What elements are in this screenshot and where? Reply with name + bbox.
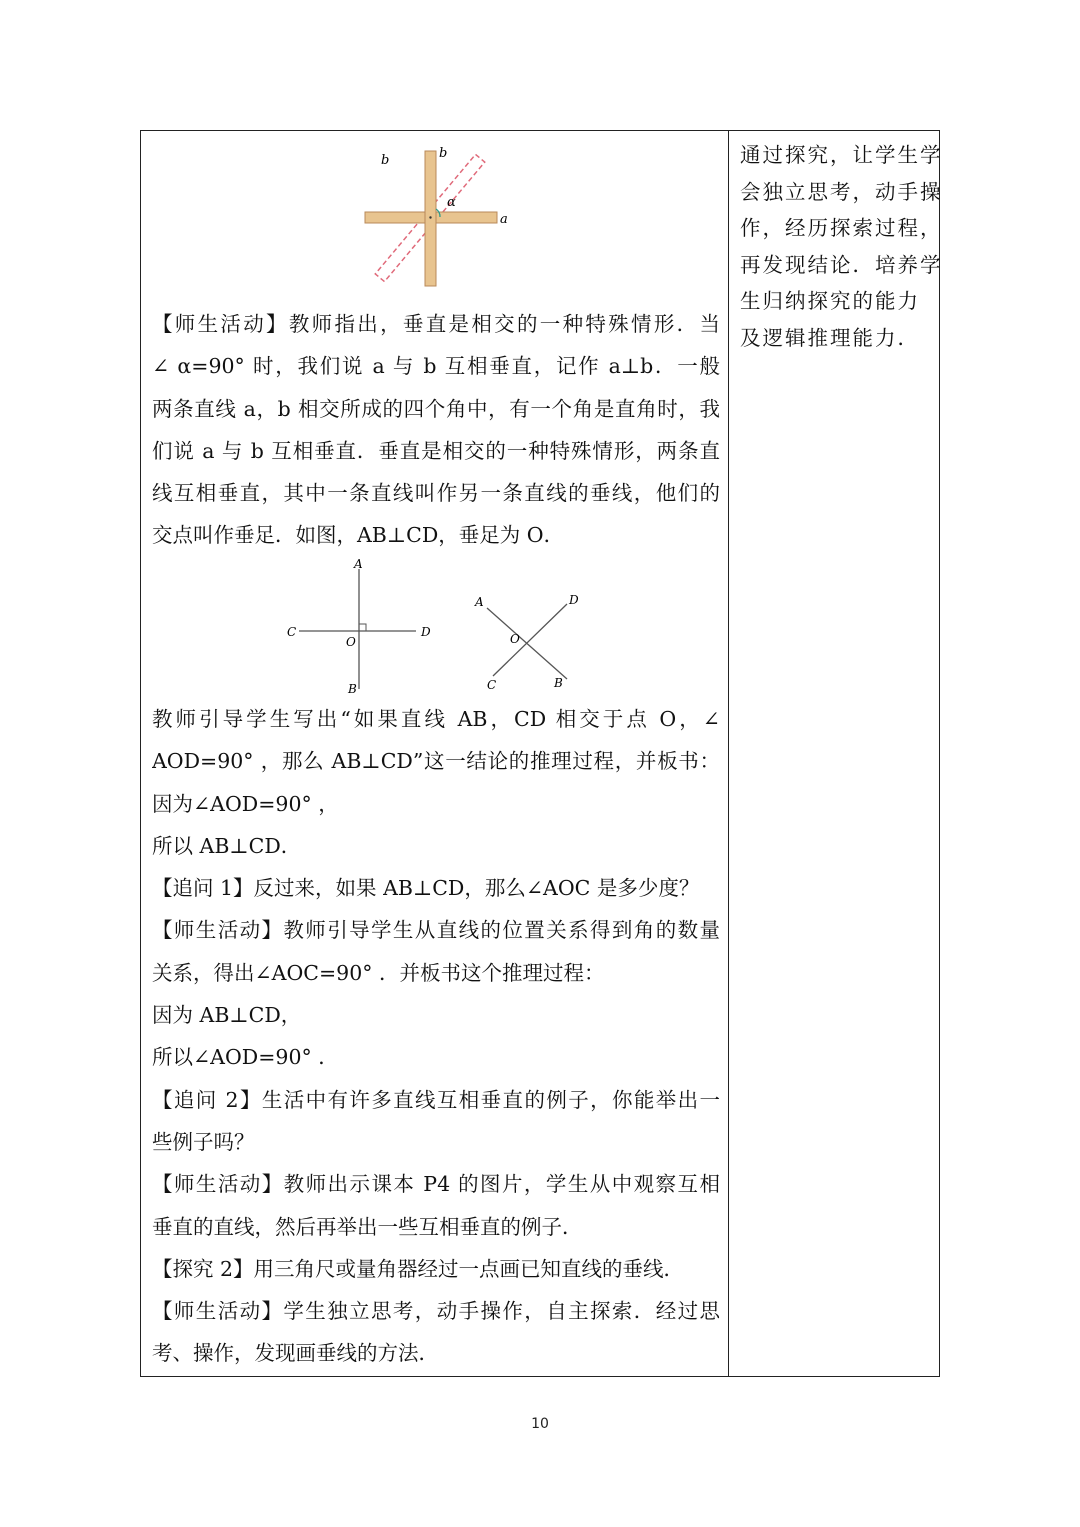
text-line: 交点叫作垂足．如图，AB⊥CD，垂足为 O． (152, 523, 565, 548)
text-line: ∠ α=90° 时，我们说 a 与 b 互相垂直，记作 a⊥b．一般 (152, 354, 720, 379)
label-A: A (475, 595, 484, 609)
text-line: 所以 AB⊥CD． (152, 833, 302, 858)
lesson-table (140, 130, 943, 1377)
text-line: 再发现结论．培养学 (740, 252, 943, 277)
label-O: O (346, 635, 356, 649)
label-b-left: b (381, 153, 390, 168)
label-D: D (421, 625, 431, 639)
label-B: B (348, 682, 357, 696)
page-number: 10 (531, 1416, 549, 1432)
text-line: 【师生活动】教师引导学生从直线的位置关系得到角的数量 (152, 918, 720, 943)
text-line: 【探究 2】用三角尺或量角器经过一点画已知直线的垂线． (152, 1256, 685, 1281)
text-line: 所以∠AOD=90° ． (152, 1045, 339, 1070)
perpendicular-lines-figure (281, 559, 441, 699)
text-line: 生归纳探究的能力 (740, 289, 920, 313)
label-a: a (500, 212, 508, 227)
text-line: 通过探究，让学生学 (740, 143, 943, 167)
design-intent-column (730, 131, 941, 1376)
text-line: 两条直线 a，b 相交所成的四个角中，有一个角是直角时，我 (152, 396, 720, 421)
text-line: 及逻辑推理能力． (740, 325, 920, 350)
label-C: C (487, 678, 497, 692)
activity-column (141, 131, 728, 1376)
paragraph-reasoning (152, 698, 720, 1375)
text-line: 【追问 1】反过来，如果 AB⊥CD，那么∠AOC 是多少度？ (152, 876, 700, 901)
label-alpha: α (447, 195, 456, 210)
design-intent-text (730, 131, 941, 356)
text-line: 会独立思考，动手操 (740, 179, 943, 204)
text-line: 线互相垂直，其中一条直线叫作另一条直线的垂线，他们的 (152, 481, 720, 506)
text-line: 作，经历探索过程， (740, 216, 943, 240)
oblique-lines-figure (466, 589, 591, 694)
text-line: 些例子吗？ (152, 1129, 255, 1154)
paragraph-definition (152, 303, 720, 557)
text-line: 【师生活动】学生独立思考，动手操作，自主探索．经过思 (152, 1299, 720, 1324)
text-line: 【师生活动】教师指出，垂直是相交的一种特殊情形．当 (152, 312, 720, 336)
label-O: O (510, 632, 520, 646)
crossed-sticks-figure (351, 145, 511, 295)
text-line: 因为 AB⊥CD， (152, 1003, 302, 1028)
label-b-upper: b (439, 146, 448, 161)
text-line: 们说 a 与 b 互相垂直．垂直是相交的一种特殊情形，两条直 (152, 438, 720, 463)
column-divider (728, 131, 729, 1376)
label-A: A (354, 559, 363, 571)
label-B: B (554, 676, 563, 690)
text-line: 关系，得出∠AOC=90° ．并板书这个推理过程： (152, 960, 605, 985)
text-line: AOD=90° ，那么 AB⊥CD”这一结论的推理过程，并板书： (152, 749, 720, 774)
text-line: 【师生活动】教师出示课本 P4 的图片，学生从中观察互相 (152, 1172, 720, 1197)
text-line: 垂直的直线，然后再举出一些互相垂直的例子． (152, 1214, 583, 1239)
text-line: 教师引导学生写出“如果直线 AB，CD 相交于点 O，∠ (152, 707, 720, 731)
text-line: 【追问 2】生活中有许多直线互相垂直的例子，你能举出一 (152, 1087, 720, 1112)
text-line: 考、操作，发现画垂线的方法． (152, 1341, 439, 1366)
label-C: C (287, 625, 297, 639)
text-line: 因为∠AOD=90° ， (152, 791, 339, 816)
label-D: D (569, 593, 579, 607)
